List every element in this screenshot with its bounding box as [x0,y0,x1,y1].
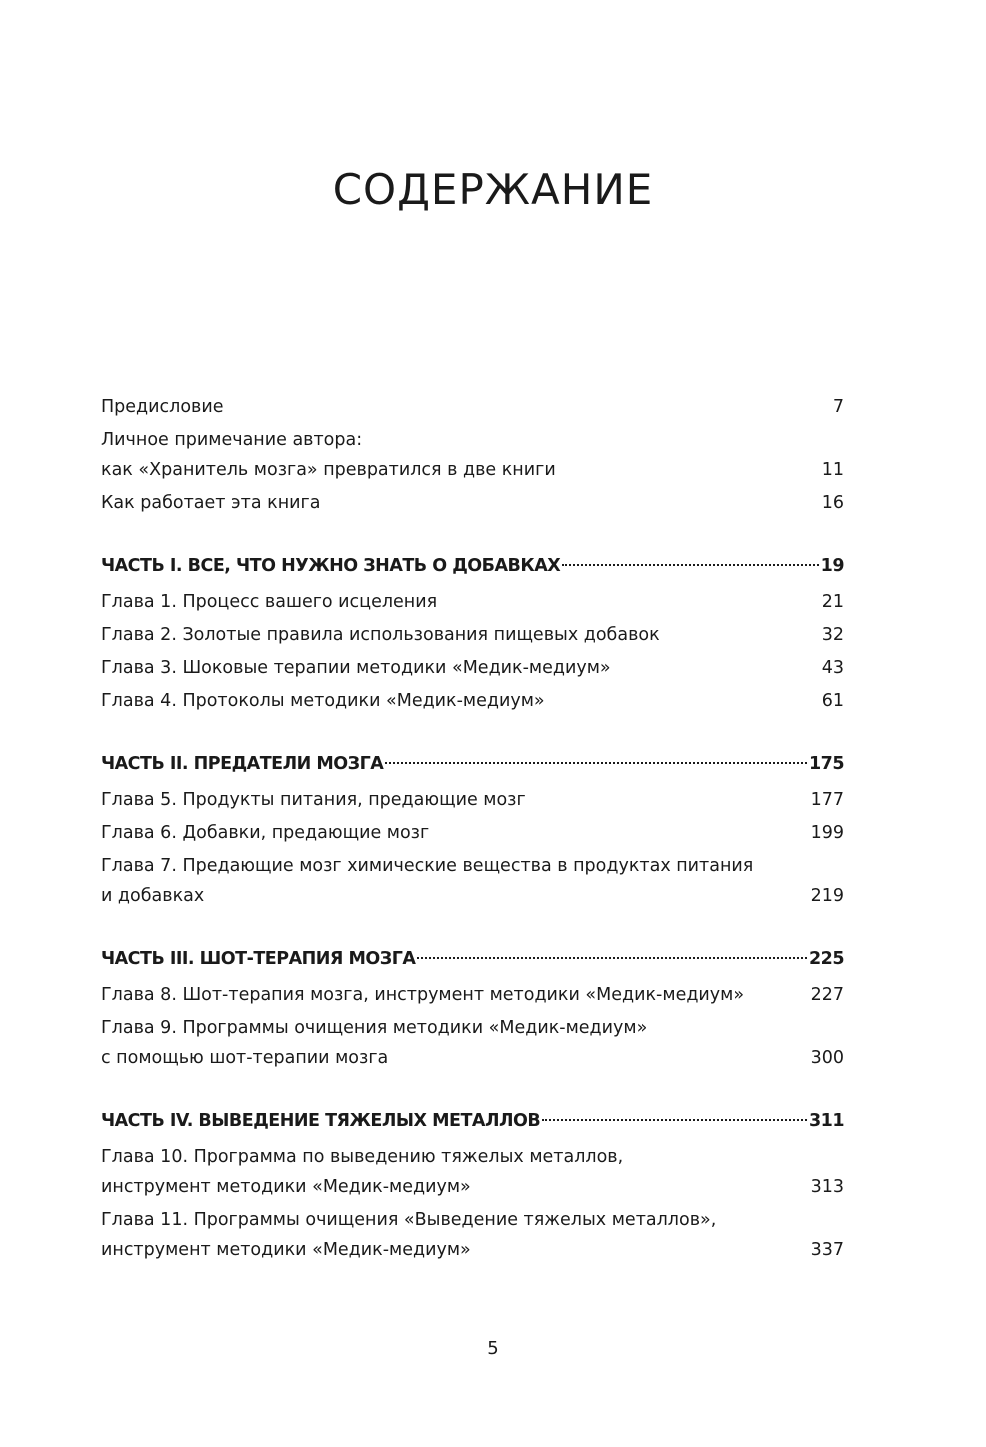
toc-part-heading [101,1106,844,1136]
toc-entry-title: Глава 6. Добавки, предающие мозг [101,823,430,843]
dot-leader [562,564,818,566]
toc-entry-front-matter [101,488,844,518]
toc-entry-page-number: 219 [810,886,844,906]
toc-entry-title: Глава 7. Предающие мозг химические вещества в продуктах питания [101,856,754,876]
toc-entry-page-number: 43 [821,658,844,678]
toc-entry-title: Глава 11. Программы очищения «Выведение тяжелых металлов», [101,1210,717,1230]
toc-part-page-number: 225 [808,949,844,969]
toc-entry-front-matter [101,392,844,422]
toc-part-title: ЧАСТЬ IV. ВЫВЕДЕНИЕ ТЯЖЕЛЫХ МЕТАЛЛОВ [101,1111,541,1131]
toc-entry-chapter [101,620,844,650]
toc-entry-page-number: 11 [821,460,844,480]
toc-entry-page-number: 32 [821,625,844,645]
toc-entry-title: Глава 5. Продукты питания, предающие мозг [101,790,526,810]
page-title: СОДЕРЖАНИЕ [332,165,654,214]
toc-part-heading [101,551,844,581]
toc-entry-page-number: 313 [810,1177,844,1197]
toc-part-title: ЧАСТЬ III. ШОТ-ТЕРАПИЯ МОЗГА [101,949,416,969]
toc-entry-title: Глава 10. Программа по выведению тяжелых металлов, [101,1147,624,1167]
toc-entry-title: Глава 8. Шот-терапия мозга, инструмент методики «Медик-медиум» [101,985,745,1005]
toc-entry-title: и добавках [101,886,205,906]
toc-entry-page-number: 300 [810,1048,844,1068]
toc-part-heading [101,749,844,779]
toc-entry-page-number: 21 [821,592,844,612]
dot-leader [417,957,807,959]
toc-entry-title: Глава 4. Протоколы методики «Медик-медиум» [101,691,545,711]
toc-entry-title: как «Хранитель мозга» превратился в две книги [101,460,556,480]
toc-entry-chapter [101,818,844,848]
toc-entry-title: Личное примечание автора: [101,430,363,450]
toc-part-heading [101,944,844,974]
toc-entry-chapter [101,1142,844,1202]
toc-entry-title: Глава 1. Процесс вашего исцеления [101,592,438,612]
toc-entry-chapter [101,785,844,815]
toc-entry-title: Глава 2. Золотые правила использования пищевых добавок [101,625,660,645]
toc-entry-page-number: 7 [832,397,844,417]
toc-part-page-number: 175 [808,754,844,774]
toc-entry-chapter [101,686,844,716]
toc-part-page-number: 19 [820,556,844,576]
toc-entry-front-matter [101,425,844,485]
toc-entry-title: Как работает эта книга [101,493,321,513]
toc-entry-chapter [101,980,844,1010]
table-of-contents [101,392,844,1268]
toc-part-page-number: 311 [808,1111,844,1131]
toc-entry-chapter [101,851,844,911]
toc-entry-page-number: 199 [810,823,844,843]
toc-entry-page-number: 177 [810,790,844,810]
toc-entry-chapter [101,587,844,617]
toc-entry-chapter [101,1013,844,1073]
toc-entry-title: с помощью шот-терапии мозга [101,1048,389,1068]
toc-entry-title: Глава 9. Программы очищения методики «Медик-медиум» [101,1018,648,1038]
toc-entry-page-number: 16 [821,493,844,513]
dot-leader [385,762,807,764]
toc-entry-title: инструмент методики «Медик-медиум» [101,1240,471,1260]
toc-entry-chapter [101,653,844,683]
toc-entry-page-number: 61 [821,691,844,711]
page-number: 5 [487,1338,499,1359]
toc-part-title: ЧАСТЬ II. ПРЕДАТЕЛИ МОЗГА [101,754,384,774]
toc-entry-page-number: 227 [810,985,844,1005]
dot-leader [542,1119,807,1121]
toc-entry-title: Глава 3. Шоковые терапии методики «Медик-медиум» [101,658,611,678]
toc-entry-page-number: 337 [810,1240,844,1260]
toc-entry-chapter [101,1205,844,1265]
toc-entry-title: Предисловие [101,397,224,417]
toc-entry-title: инструмент методики «Медик-медиум» [101,1177,471,1197]
toc-part-title: ЧАСТЬ I. ВСЕ, ЧТО НУЖНО ЗНАТЬ О ДОБАВКАХ [101,556,561,576]
